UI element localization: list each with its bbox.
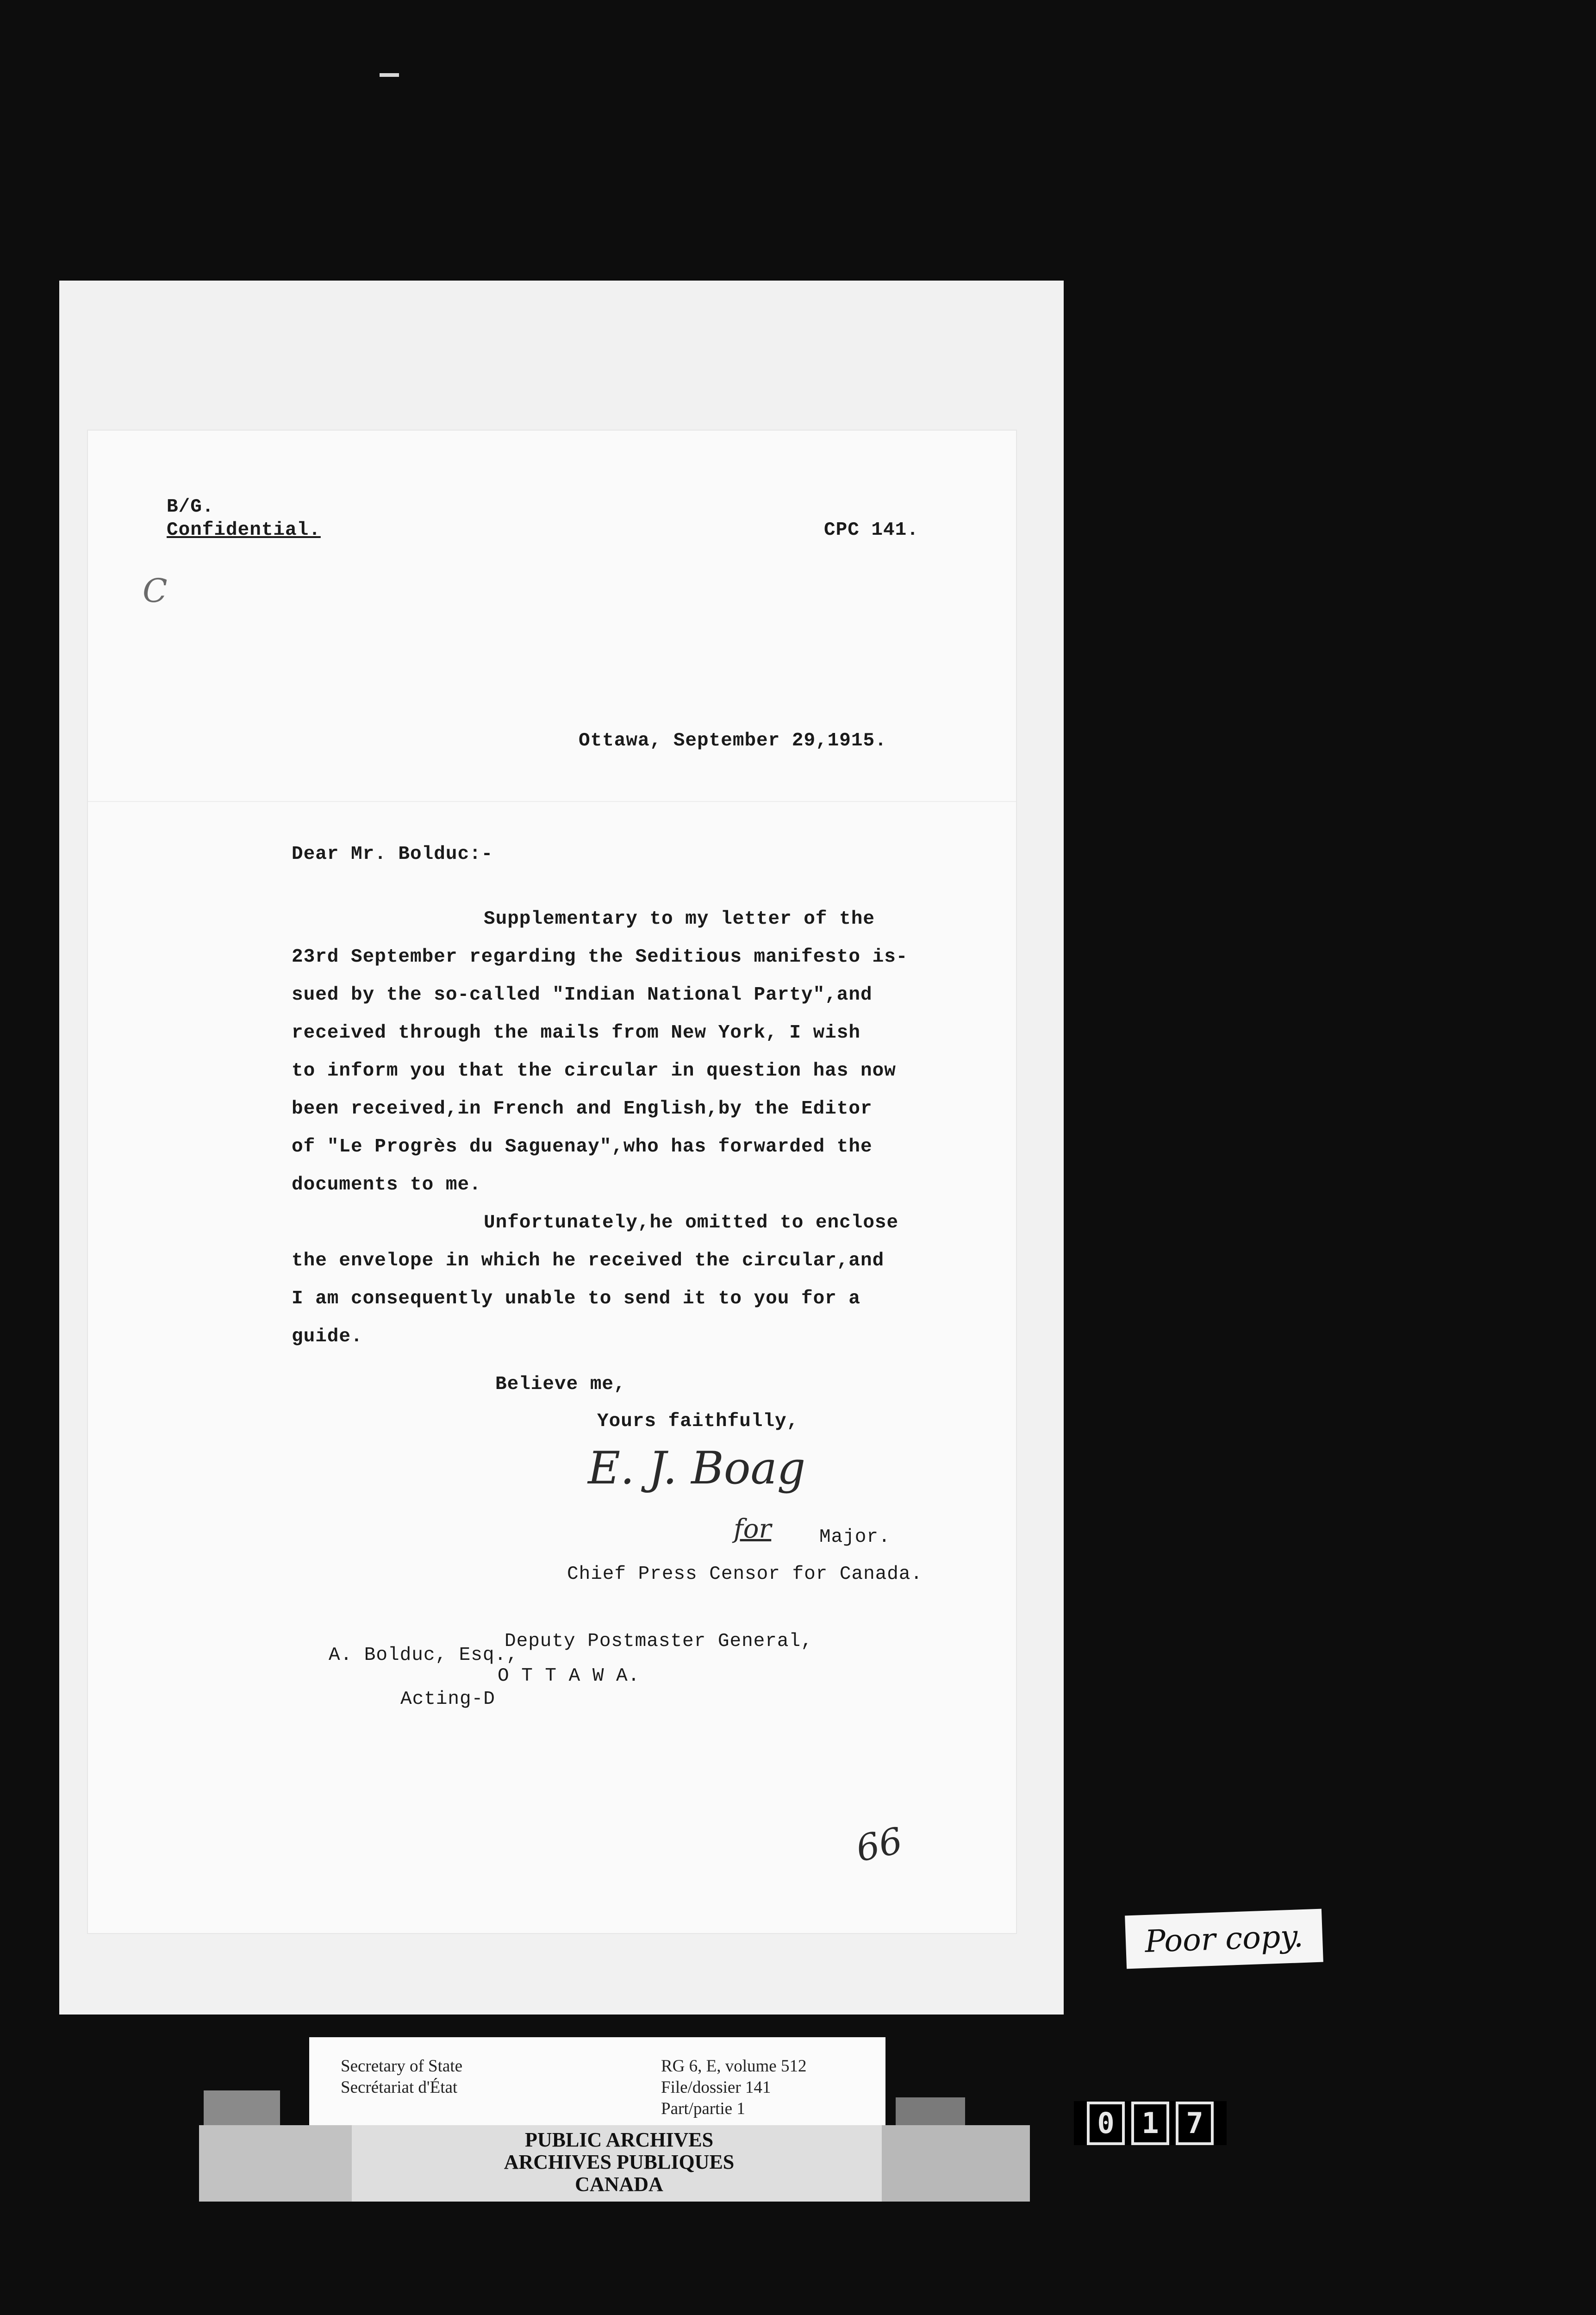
body-line: 23rd September regarding the Seditious manifesto is- (292, 946, 908, 968)
stamp-line-1: PUBLIC ARCHIVES (524, 2128, 714, 2151)
counter-digit: 1 (1131, 2102, 1169, 2145)
body-line: received through the mails from New York, I wish (292, 1022, 860, 1044)
date-line: Ottawa, September 29,1915. (579, 730, 887, 751)
archive-part: Part/partie 1 (661, 2099, 745, 2118)
body-line: Unfortunately,he omitted to enclose (484, 1212, 899, 1233)
page-crease (88, 801, 1016, 802)
closing-believe: Believe me, (495, 1374, 626, 1395)
poor-copy-text: Poor copy. (1144, 1918, 1304, 1959)
margin-mark: C (143, 572, 168, 610)
file-reference: CPC 141. (824, 519, 919, 541)
signatory-title: Chief Press Censor for Canada. (567, 1564, 923, 1585)
stamp-line-2: ARCHIVES PUBLIQUES (504, 2151, 735, 2173)
body-line: sued by the so-called "Indian National Party",and (292, 984, 873, 1006)
public-archives-stamp (354, 2125, 884, 2199)
body-line: guide. (292, 1326, 363, 1347)
frame-counter (1074, 2101, 1227, 2145)
strip-left (199, 2125, 352, 2202)
for-mark: for (734, 1514, 772, 1544)
dept-french: Secrétariat d'État (341, 2078, 458, 2097)
recipient-city: O T T A W A. (498, 1665, 640, 1687)
archive-label (309, 2037, 885, 2125)
body-line: the envelope in which he received the circular,and (292, 1250, 885, 1271)
closing-yours: Yours faithfully, (597, 1411, 799, 1432)
body-line: to inform you that the circular in question has now (292, 1060, 896, 1082)
signature: E. J. Boag (588, 1442, 806, 1494)
recipient-title: Deputy Postmaster General, (505, 1631, 813, 1652)
recipient-acting: Acting-D (400, 1689, 495, 1710)
counter-digit: 0 (1087, 2102, 1125, 2145)
salutation: Dear Mr. Bolduc:- (292, 844, 493, 865)
top-mark (380, 73, 399, 77)
archive-reference: RG 6, E, volume 512 (661, 2057, 807, 2076)
folio-number: 66 (852, 1820, 906, 1871)
strip-right (882, 2125, 1030, 2202)
recipient-name: A. Bolduc, Esq., (329, 1645, 518, 1666)
body-line: documents to me. (292, 1174, 481, 1195)
reference-code: B/G. (167, 496, 214, 518)
counter-digit: 7 (1176, 2102, 1214, 2145)
poor-copy-note (1125, 1909, 1323, 1969)
confidential-label: Confidential. (167, 519, 321, 541)
body-line: of "Le Progrès du Saguenay",who has forwarded the (292, 1136, 873, 1158)
body-line: I am consequently unable to send it to you for a (292, 1288, 860, 1309)
stamp-line-3: CANADA (575, 2173, 663, 2196)
folder-tab-left (204, 2090, 280, 2127)
body-line: been received,in French and English,by the Editor (292, 1098, 873, 1120)
body-line: Supplementary to my letter of the (484, 908, 875, 930)
archive-file: File/dossier 141 (661, 2078, 771, 2097)
dept-english: Secretary of State (341, 2057, 462, 2076)
letter-page (88, 431, 1016, 1933)
rank: Major. (819, 1527, 891, 1548)
